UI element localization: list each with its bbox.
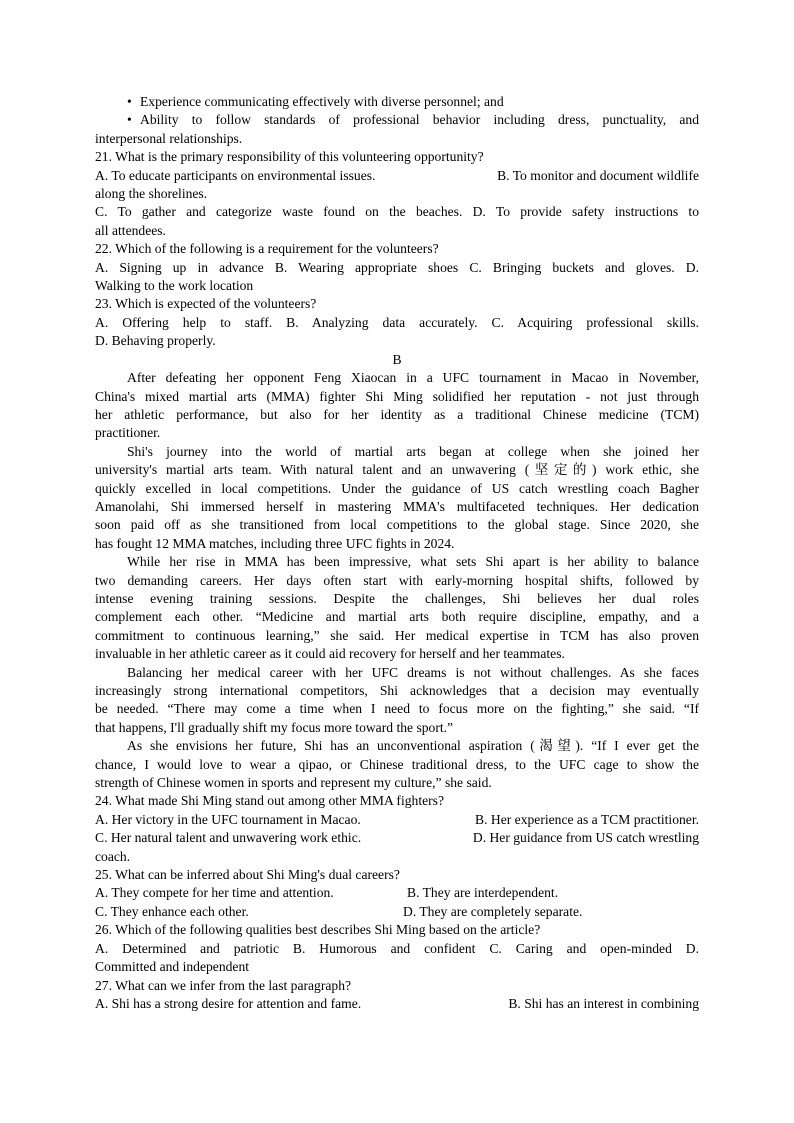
passage-line: her athletic performance, but also for her identity as a traditional Chinese medicine (TCM)	[95, 406, 699, 422]
option-b: B. They are interdependent.	[407, 885, 559, 901]
requirement-bullet-2: • Ability to follow standards of professional behavior including dress, punctuality, and	[95, 111, 699, 129]
passage-line: be needed. “There may come a time when I need to focus more on the fighting,” she said. “If	[95, 701, 699, 717]
question-21	[95, 148, 699, 240]
option-d: D. Her guidance from US catch wrestling	[472, 830, 699, 846]
question-23	[95, 295, 699, 350]
passage-line: increasingly strong international competitors, Shi acknowledges that a decision may eventually	[95, 683, 699, 698]
reading-passage	[95, 369, 699, 792]
question-stem: 24. What made Shi Ming stand out among other MMA fighters?	[95, 793, 444, 809]
option-a: A. To educate participants on environmental issues.	[95, 167, 376, 183]
passage-line: commitment to continuous learning,” she said. Her medical expertise in TCM has also proven	[95, 627, 699, 643]
option-c: C. Her natural talent and unwavering work ethic.	[95, 830, 362, 846]
passage-paragraph-2	[95, 443, 699, 553]
passage-paragraph-4	[95, 664, 699, 738]
passage-line: complement each other. “Medicine and martial arts both require discipline, empathy, and a	[95, 609, 699, 625]
option-row	[95, 995, 699, 1013]
question-22	[95, 240, 699, 295]
passage-line: Balancing her medical career with her UFC dreams is not without challenges. As she faces	[127, 664, 699, 680]
option-row: D. Behaving properly.	[95, 333, 216, 349]
question-26	[95, 921, 699, 976]
requirement-bullet-2-tail: interpersonal relationships.	[95, 130, 243, 146]
option-b-continued: along the shorelines.	[95, 186, 208, 202]
option-d-continued: coach.	[95, 848, 131, 864]
option-row	[95, 167, 699, 185]
option-d-continued: all attendees.	[95, 222, 166, 238]
bullet-icon: •	[127, 112, 132, 128]
passage-line: soon paid off as she transitioned from local competitions to the global stage. Since 2020, she	[95, 517, 699, 533]
option-row	[95, 884, 699, 902]
question-stem: 26. Which of the following qualities best describes Shi Ming based on the article?	[95, 922, 541, 938]
passage-line: While her rise in MMA has been impressive, what sets Shi apart is her ability to balance	[127, 554, 699, 570]
passage-line: strength of Chinese women in sports and represent my culture,” she said.	[95, 775, 492, 791]
passage-line: invaluable in her athletic career as it could aid recovery for herself and her teammates.	[95, 646, 565, 662]
question-24	[95, 792, 699, 866]
passage-line: quickly excelled in local competitions. Under the guidance of US catch wrestling coach Bagher	[95, 480, 699, 496]
option-row	[95, 811, 699, 829]
passage-line: Amanolahi, Shi immersed herself in mastering MMA's multifaceted techniques. Her dedication	[95, 498, 699, 514]
option-row	[95, 829, 699, 847]
passage-line: chance, I would love to wear a qipao, or Chinese traditional dress, to the UFC cage to show the	[95, 756, 699, 772]
option-a: A. They compete for her time and attention.	[95, 885, 334, 901]
passage-paragraph-5	[95, 737, 699, 792]
option-b: B. Her experience as a TCM practitioner.	[475, 811, 699, 827]
option-a: A. Her victory in the UFC tournament in Macao.	[95, 811, 361, 827]
requirement-bullet-1: • Experience communicating effectively with diverse personnel; and	[95, 93, 699, 111]
option-d: D. They are completely separate.	[403, 903, 583, 919]
passage-paragraph-1	[95, 369, 699, 443]
passage-line: that happens, I'll gradually shift my focus more toward the sport.”	[95, 719, 454, 735]
option-row: Walking to the work location	[95, 278, 254, 294]
option-b: B. Shi has an interest in combining	[508, 995, 699, 1011]
option-a: A. Shi has a strong desire for attention and fame.	[95, 995, 362, 1011]
option-row: C. To gather and categorize waste found on the beaches. D. To provide safety instructions to	[95, 204, 699, 220]
passage-line: two demanding careers. Her days often start with early-morning hospital shifts, followed by	[95, 572, 699, 588]
bullet-icon: •	[127, 94, 132, 109]
question-27	[95, 977, 699, 1014]
passage-paragraph-3	[95, 553, 699, 663]
exam-page	[95, 93, 699, 1013]
question-stem: 27. What can we infer from the last paragraph?	[95, 977, 352, 993]
question-stem: 21. What is the primary responsibility of this volunteering opportunity?	[95, 149, 484, 165]
option-c: C. They enhance each other.	[95, 903, 249, 919]
passage-line: university's martial arts team. With natural talent and an unwavering (坚定的) work ethic, she	[95, 462, 699, 478]
section-heading-b: B	[392, 351, 402, 367]
passage-line: China's mixed martial arts (MMA) fighter Shi Ming solidified her reputation - not just through	[95, 388, 699, 404]
passage-line: has fought 12 MMA matches, including three UFC fights in 2024.	[95, 535, 455, 551]
passage-line: After defeating her opponent Feng Xiaocan in a UFC tournament in Macao in November,	[127, 370, 699, 386]
option-row: Committed and independent	[95, 959, 250, 975]
question-stem: 25. What can be inferred about Shi Ming's dual careers?	[95, 867, 400, 883]
option-row: A. Signing up in advance B. Wearing appropriate shoes C. Bringing buckets and gloves. D.	[95, 259, 699, 275]
passage-line: practitioner.	[95, 425, 161, 441]
question-stem: 23. Which is expected of the volunteers?	[95, 296, 317, 312]
passage-line: intense evening training sessions. Despite the challenges, Shi believes her dual roles	[95, 590, 699, 606]
passage-line: Shi's journey into the world of martial arts began at college when she joined her	[127, 443, 699, 459]
option-row: A. Offering help to staff. B. Analyzing data accurately. C. Acquiring professional skills.	[95, 314, 699, 330]
option-b: B. To monitor and document wildlife	[497, 167, 699, 183]
passage-line: As she envisions her future, Shi has an unconventional aspiration (渴望). “If I ever get the	[127, 738, 699, 754]
option-row	[95, 903, 699, 921]
question-25	[95, 866, 699, 921]
question-stem: 22. Which of the following is a requirement for the volunteers?	[95, 241, 439, 257]
option-row: A. Determined and patriotic B. Humorous and confident C. Caring and open-minded D.	[95, 940, 699, 956]
